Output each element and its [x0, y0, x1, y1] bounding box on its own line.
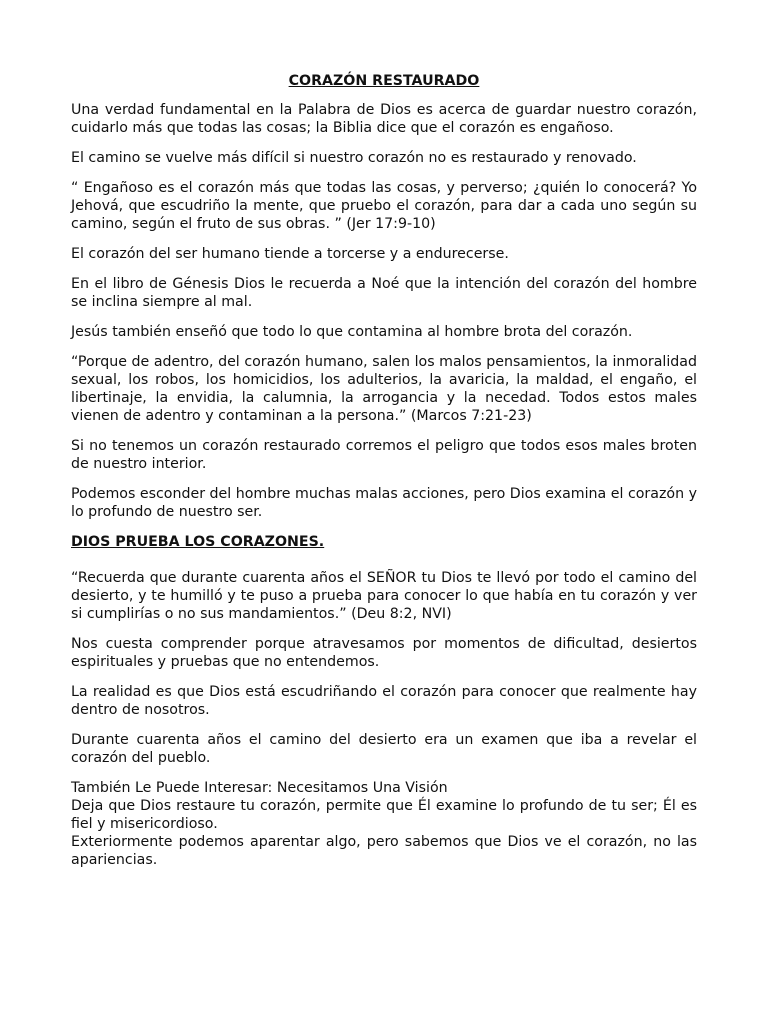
- closing-line: Exteriormente podemos aparentar algo, pero sabemos que Dios ve el corazón, no las apariencias.: [71, 834, 697, 868]
- paragraph: Jesús también enseñó que todo lo que contamina al hombre brota del corazón.: [71, 324, 633, 340]
- paragraph: Una verdad fundamental en la Palabra de Dios es acerca de guardar nuestro corazón, cuidarlo más que todas las cosas; la Biblia dice que el corazón es engañoso.: [71, 102, 697, 136]
- section-heading: DIOS PRUEBA LOS CORAZONES.: [71, 534, 325, 550]
- paragraph: Nos cuesta comprender porque atravesamos por momentos de dificultad, desiertos espirituales y pruebas que no entendemos.: [71, 636, 697, 670]
- closing-line: Deja que Dios restaure tu corazón, permite que Él examine lo profundo de tu ser; Él es fiel y misericordioso.: [71, 798, 697, 832]
- paragraph: “Recuerda que durante cuarenta años el SEÑOR tu Dios te llevó por todo el camino del desierto, y te humilló y te puso a prueba para conocer lo que había en tu corazón y ver si cumplirías o no sus mandamientos.” (Deu 8:2, NVI): [71, 570, 697, 622]
- document-title: CORAZÓN RESTAURADO: [288, 73, 480, 89]
- paragraph: Durante cuarenta años el camino del desierto era un examen que iba a revelar el corazón del pueblo.: [71, 732, 697, 766]
- paragraph: Podemos esconder del hombre muchas malas acciones, pero Dios examina el corazón y lo profundo de nuestro ser.: [71, 486, 697, 520]
- paragraph: El camino se vuelve más difícil si nuestro corazón no es restaurado y renovado.: [71, 150, 637, 166]
- paragraph: En el libro de Génesis Dios le recuerda a Noé que la intención del corazón del hombre se inclina siempre al mal.: [71, 276, 697, 310]
- paragraph: La realidad es que Dios está escudriñando el corazón para conocer que realmente hay dentro de nosotros.: [71, 684, 697, 718]
- document-page: [71, 72, 697, 869]
- also-interest-link[interactable]: También Le Puede Interesar: Necesitamos Una Visión: [71, 780, 448, 796]
- paragraph: El corazón del ser humano tiende a torcerse y a endurecerse.: [71, 246, 509, 262]
- paragraph: “ Engañoso es el corazón más que todas las cosas, y perverso; ¿quién lo conocerá? Yo Jehová, que escudriño la mente, que pruebo el corazón, para dar a cada uno según su camino, según el fruto de sus obras. ” (Jer 17:9-10): [71, 180, 697, 232]
- paragraph: Si no tenemos un corazón restaurado corremos el peligro que todos esos males broten de nuestro interior.: [71, 438, 697, 472]
- paragraph: “Porque de adentro, del corazón humano, salen los malos pensamientos, la inmoralidad sexual, los robos, los homicidios, los adulterios, la avaricia, la maldad, el engaño, el libertinaje, la envidia, la calumnia, la arrogancia y la necedad. Todos estos males vienen de adentro y contaminan a la persona.” (Marcos 7:21-23): [71, 354, 697, 424]
